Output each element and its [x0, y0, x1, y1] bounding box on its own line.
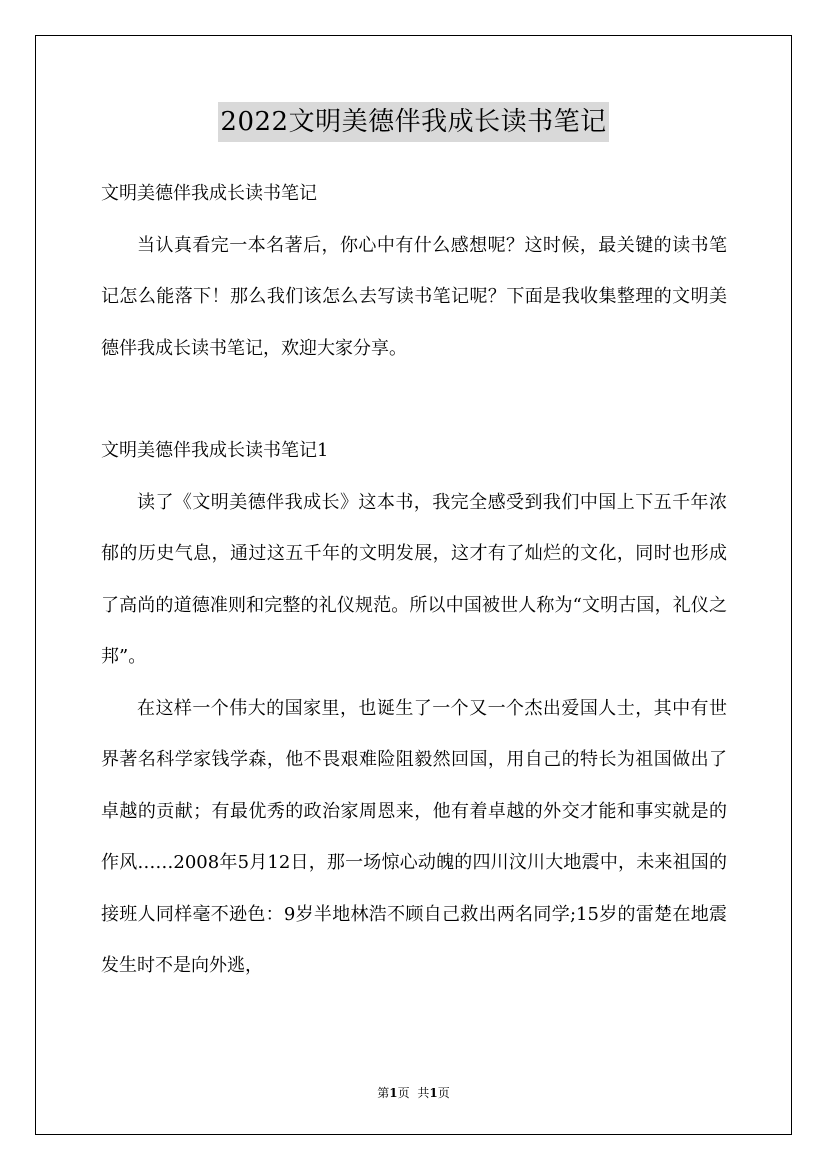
- title-container: [0, 102, 827, 142]
- page-number: 1: [389, 1086, 398, 1100]
- document-subtitle: 文明美德伴我成长读书笔记: [101, 183, 317, 204]
- section-heading: 文明美德伴我成长读书笔记1: [101, 440, 329, 461]
- intro-paragraph: 当认真看完一本名著后，你心中有什么感想呢？这时候，最关键的读书笔记怎么能落下！那么我们该怎么去写读书笔记呢？下面是我收集整理的文明美德伴我成长读书笔记，欢迎大家分享。: [101, 234, 727, 359]
- page-label-suffix: 页: [397, 1086, 410, 1100]
- body-paragraph: 在这样一个伟大的国家里，也诞生了一个又一个杰出爱国人士，其中有世界著名科学家钱学森，他不畏艰难险阻毅然回国，用自己的特长为祖国做出了卓越的贡献；有最优秀的政治家周恩来，他有着卓越的外交才能和事实就是的作风……2008年5月12日，那一场惊心动魄的四川汶川大地震中，未来祖国的接班人同样毫不逊色：9岁半地林浩不顾自己救出两名同学;15岁的雷楚在地震发生时不是向外逃，: [101, 697, 727, 976]
- total-pages: 1: [429, 1086, 438, 1100]
- page-footer: [0, 1085, 827, 1101]
- total-label-suffix: 页: [437, 1086, 450, 1100]
- page-label-prefix: 第: [377, 1086, 390, 1100]
- paragraph-gap: [101, 374, 727, 425]
- document-body: [101, 168, 727, 992]
- body-paragraph: 读了《文明美德伴我成长》这本书，我完全感受到我们中国上下五千年浓郁的历史气息，通过这五千年的文明发展，这才有了灿烂的文化，同时也形成了高尚的道德准则和完整的礼仪规范。所以中国被世人称为“文明古国，礼仪之邦”。: [101, 491, 727, 667]
- document-title: 2022文明美德伴我成长读书笔记: [218, 102, 608, 142]
- total-label-prefix: 共: [417, 1086, 430, 1100]
